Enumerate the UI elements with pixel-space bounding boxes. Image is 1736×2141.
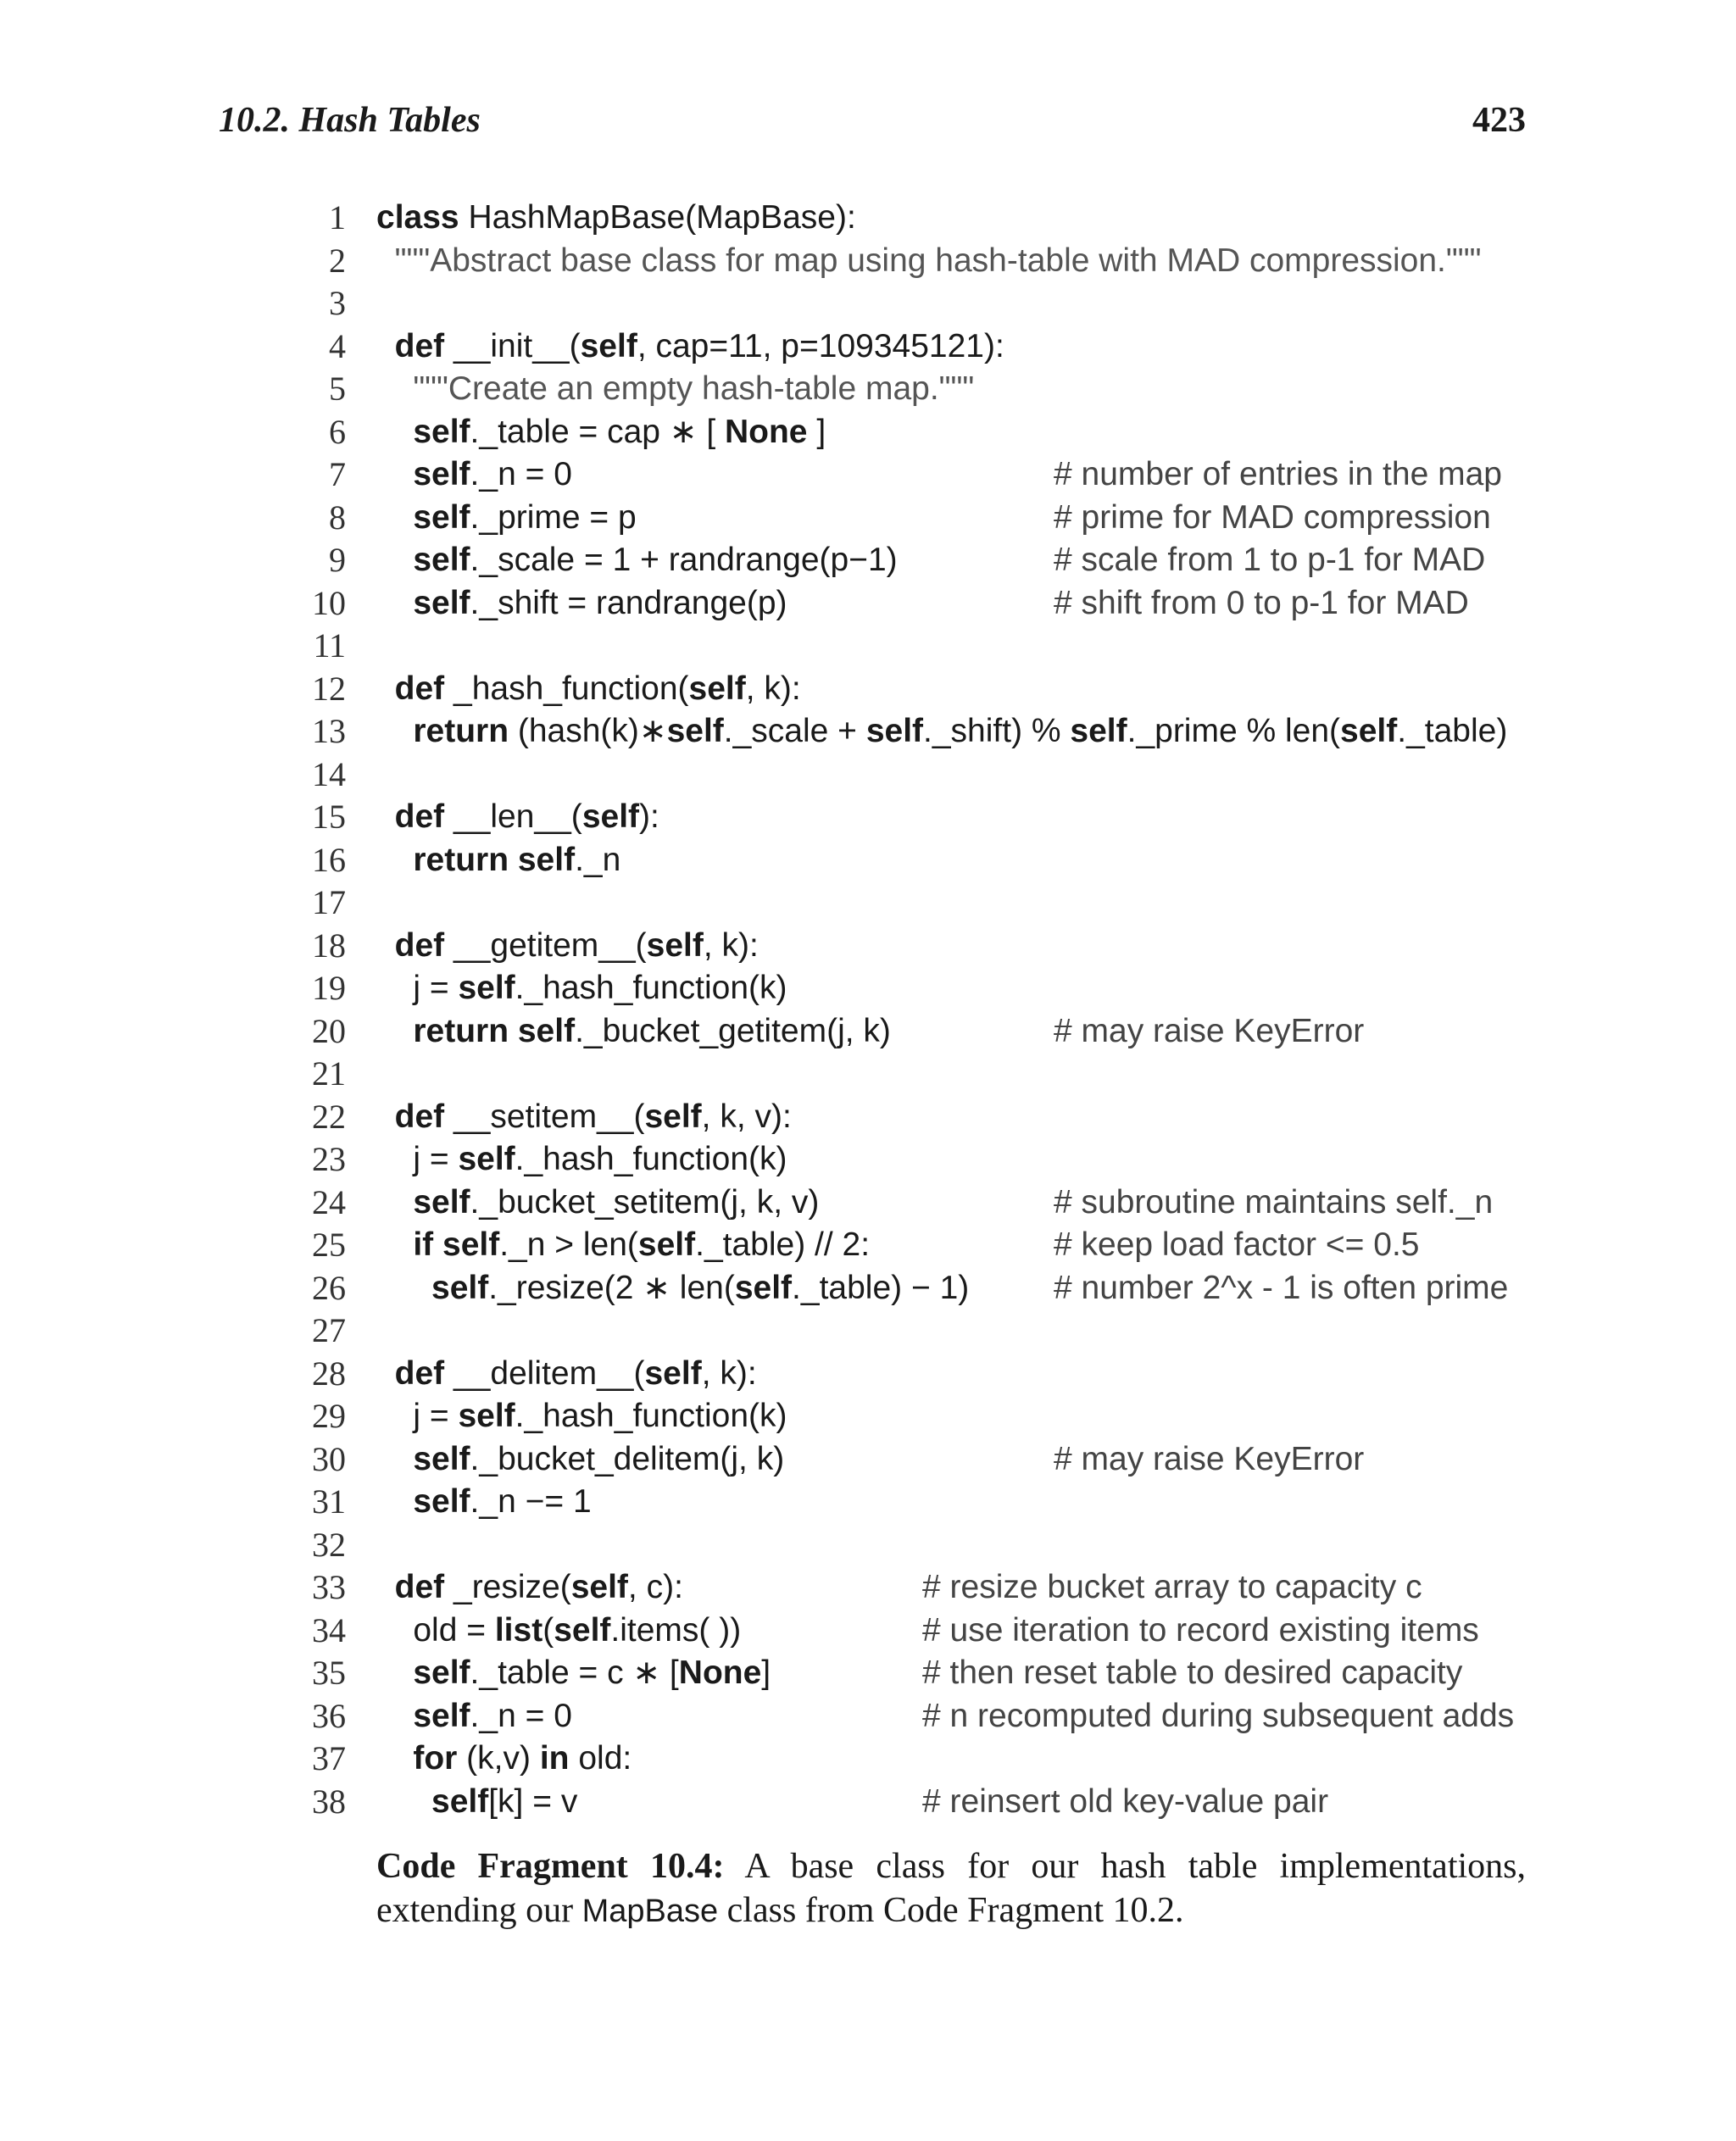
code-comment: # may raise KeyError bbox=[1054, 1012, 1365, 1049]
code-text bbox=[376, 1738, 632, 1781]
code-token: , cap=11, p=109345121): bbox=[637, 327, 1004, 364]
line-number: 31 bbox=[312, 1482, 346, 1521]
code-line bbox=[0, 1695, 1736, 1738]
code-token bbox=[376, 456, 413, 492]
code-comment: # then reset table to desired capacity bbox=[922, 1654, 1463, 1691]
code-line bbox=[0, 282, 1736, 325]
code-token: __len__( bbox=[444, 798, 582, 835]
line-number: 8 bbox=[329, 498, 346, 537]
code-token: j = bbox=[376, 970, 459, 1006]
keyword: self bbox=[458, 970, 515, 1006]
line-number: 38 bbox=[312, 1782, 346, 1821]
code-line bbox=[0, 1182, 1736, 1225]
code-text bbox=[376, 668, 801, 711]
code-caption bbox=[376, 1844, 1526, 1933]
code-token: .items( )) bbox=[610, 1611, 742, 1649]
code-comment: # number of entries in the map bbox=[1054, 456, 1502, 492]
code-text bbox=[376, 1481, 592, 1524]
keyword: self bbox=[431, 1782, 489, 1820]
keyword: self bbox=[1340, 713, 1398, 749]
code-line bbox=[0, 1738, 1736, 1781]
code-token: ._table = cap ∗ [ bbox=[470, 413, 725, 450]
code-token bbox=[376, 1698, 413, 1734]
keyword: self bbox=[413, 498, 470, 536]
code-text bbox=[376, 1438, 784, 1482]
line-number: 21 bbox=[312, 1054, 346, 1093]
code-token bbox=[376, 1355, 395, 1392]
keyword: self bbox=[413, 1483, 470, 1520]
code-token: ._n > len( bbox=[499, 1226, 638, 1263]
line-number: 20 bbox=[312, 1011, 346, 1050]
code-text bbox=[376, 368, 974, 411]
code-token: ._bucket_delitem(j, k) bbox=[470, 1440, 785, 1477]
keyword: self bbox=[458, 1398, 515, 1434]
code-token: ( bbox=[542, 1611, 554, 1649]
code-text bbox=[376, 967, 787, 1010]
code-token: __setitem__( bbox=[444, 1098, 645, 1135]
line-number: 22 bbox=[312, 1097, 346, 1136]
code-token: ._table) // 2: bbox=[695, 1226, 871, 1263]
keyword: return self bbox=[413, 1012, 576, 1049]
code-text bbox=[376, 1182, 819, 1225]
section-title: 10.2. Hash Tables bbox=[219, 101, 481, 140]
code-token: j = bbox=[376, 1398, 459, 1434]
code-token: (k,v) bbox=[457, 1740, 540, 1777]
code-token bbox=[376, 1740, 413, 1777]
code-token bbox=[376, 499, 413, 536]
code-token: ._bucket_getitem(j, k) bbox=[575, 1012, 891, 1049]
line-number: 6 bbox=[329, 412, 346, 451]
code-comment: # use iteration to record existing items bbox=[922, 1611, 1479, 1649]
keyword: in bbox=[539, 1740, 570, 1777]
line-number: 34 bbox=[312, 1610, 346, 1649]
keyword: self bbox=[581, 798, 640, 835]
code-line bbox=[0, 1138, 1736, 1182]
keyword: self bbox=[570, 1569, 628, 1605]
keyword: self bbox=[413, 584, 470, 621]
keyword: def bbox=[394, 327, 445, 364]
keyword: self bbox=[458, 1141, 515, 1177]
line-number: 35 bbox=[312, 1654, 346, 1692]
keyword: self bbox=[1070, 713, 1127, 749]
code-line bbox=[0, 453, 1736, 497]
code-token: j = bbox=[376, 1141, 459, 1177]
code-line bbox=[0, 1267, 1736, 1310]
code-comment: # n recomputed during subsequent adds bbox=[922, 1697, 1515, 1734]
code-token: old: bbox=[569, 1740, 632, 1777]
code-comment: # shift from 0 to p-1 for MAD bbox=[1054, 584, 1469, 621]
code-line bbox=[0, 240, 1736, 283]
line-number: 15 bbox=[312, 798, 346, 836]
keyword: None bbox=[678, 1654, 762, 1691]
code-token bbox=[376, 1483, 413, 1520]
keyword: self bbox=[644, 1354, 702, 1392]
code-token bbox=[376, 1226, 413, 1263]
code-token: _resize( bbox=[444, 1569, 571, 1605]
code-token bbox=[376, 585, 413, 621]
line-number: 11 bbox=[313, 626, 346, 665]
code-token: , k): bbox=[703, 926, 759, 964]
code-token: ._hash_function(k) bbox=[515, 1398, 787, 1434]
code-token bbox=[376, 1783, 431, 1820]
code-token: ._table = c ∗ [ bbox=[470, 1654, 679, 1691]
code-text bbox=[376, 240, 1481, 283]
line-number: 9 bbox=[329, 541, 346, 579]
code-text bbox=[376, 197, 856, 240]
code-comment: # reinsert old key-value pair bbox=[922, 1782, 1329, 1820]
code-text bbox=[376, 1695, 572, 1738]
code-token: , k, v): bbox=[701, 1098, 792, 1135]
keyword: self bbox=[644, 1098, 702, 1135]
line-number: 36 bbox=[312, 1696, 346, 1735]
code-token: ._bucket_setitem(j, k, v) bbox=[470, 1183, 820, 1221]
docstring: """Create an empty hash-table map.""" bbox=[376, 370, 975, 407]
code-token bbox=[376, 842, 413, 878]
caption-class-name: MapBase bbox=[581, 1894, 719, 1929]
code-line bbox=[0, 925, 1736, 968]
code-line bbox=[0, 710, 1736, 754]
code-token: , c): bbox=[627, 1569, 683, 1605]
code-text bbox=[376, 796, 659, 839]
line-number: 25 bbox=[312, 1226, 346, 1264]
code-text bbox=[376, 1610, 741, 1653]
code-text bbox=[376, 1138, 787, 1182]
code-line bbox=[0, 1781, 1736, 1824]
code-text bbox=[376, 1096, 792, 1139]
line-number: 26 bbox=[312, 1268, 346, 1307]
code-line bbox=[0, 1566, 1736, 1610]
caption-text-end: class from Code Fragment 10.2. bbox=[718, 1891, 1184, 1930]
keyword: def bbox=[394, 798, 445, 835]
code-token: ._table) bbox=[1397, 713, 1508, 749]
keyword: self bbox=[554, 1611, 611, 1649]
code-text bbox=[376, 582, 787, 626]
code-text bbox=[376, 1652, 771, 1695]
keyword: self bbox=[413, 456, 470, 492]
code-token: [k] = v bbox=[488, 1782, 578, 1820]
code-line bbox=[0, 881, 1736, 925]
code-token: _hash_function( bbox=[444, 670, 689, 707]
keyword: self bbox=[413, 1654, 470, 1691]
code-text bbox=[376, 411, 826, 454]
line-number: 32 bbox=[312, 1525, 346, 1564]
code-text bbox=[376, 1395, 787, 1438]
code-line bbox=[0, 1524, 1736, 1567]
code-line bbox=[0, 967, 1736, 1010]
code-comment: # resize bucket array to capacity c bbox=[922, 1569, 1422, 1605]
code-text bbox=[376, 539, 898, 582]
keyword: def bbox=[394, 670, 445, 707]
code-line bbox=[0, 1310, 1736, 1353]
line-number: 4 bbox=[329, 326, 346, 365]
code-token: ._shift) % bbox=[923, 713, 1071, 749]
line-number: 30 bbox=[312, 1439, 346, 1478]
code-line bbox=[0, 1353, 1736, 1396]
keyword: class bbox=[376, 199, 459, 236]
code-comment: # scale from 1 to p-1 for MAD bbox=[1054, 542, 1486, 578]
code-line bbox=[0, 539, 1736, 582]
code-line bbox=[0, 625, 1736, 668]
keyword: self bbox=[413, 1697, 470, 1734]
keyword: self bbox=[431, 1269, 489, 1306]
line-number: 28 bbox=[312, 1354, 346, 1393]
code-line bbox=[0, 1652, 1736, 1695]
line-number: 10 bbox=[312, 583, 346, 622]
code-comment: # may raise KeyError bbox=[1054, 1440, 1365, 1477]
code-token bbox=[376, 1184, 413, 1221]
keyword: return bbox=[413, 713, 509, 749]
code-token: , k): bbox=[701, 1354, 757, 1392]
code-text bbox=[376, 839, 620, 882]
code-line bbox=[0, 1481, 1736, 1524]
code-token: ._n −= 1 bbox=[470, 1483, 592, 1520]
code-line bbox=[0, 754, 1736, 797]
code-token bbox=[376, 542, 413, 578]
code-line bbox=[0, 1610, 1736, 1653]
code-line bbox=[0, 411, 1736, 454]
code-token: __getitem__( bbox=[444, 926, 647, 964]
code-line bbox=[0, 1053, 1736, 1096]
code-token: (hash(k)∗ bbox=[509, 713, 667, 749]
code-token: ._prime = p bbox=[470, 498, 637, 536]
code-line bbox=[0, 1395, 1736, 1438]
code-token: __delitem__( bbox=[444, 1354, 645, 1392]
code-text bbox=[376, 1566, 683, 1610]
keyword: self bbox=[413, 1183, 470, 1221]
code-line bbox=[0, 1096, 1736, 1139]
caption-label: Code Fragment 10.4: bbox=[376, 1847, 725, 1886]
keyword: self bbox=[413, 1440, 470, 1477]
code-line bbox=[0, 497, 1736, 540]
code-text bbox=[376, 1353, 757, 1396]
code-text bbox=[376, 497, 637, 540]
keyword: self bbox=[666, 713, 724, 749]
docstring: """Abstract base class for map using hash-table with MAD compression.""" bbox=[376, 242, 1482, 279]
code-token bbox=[376, 1013, 413, 1049]
keyword: return self bbox=[413, 841, 576, 878]
line-number: 33 bbox=[312, 1568, 346, 1606]
keyword: self bbox=[646, 926, 704, 964]
line-number: 29 bbox=[312, 1397, 346, 1435]
code-text bbox=[376, 1781, 577, 1824]
code-line bbox=[0, 839, 1736, 882]
code-token: HashMapBase(MapBase): bbox=[459, 199, 856, 236]
code-token: ] bbox=[761, 1654, 771, 1691]
code-token bbox=[376, 1098, 395, 1135]
line-number: 16 bbox=[312, 840, 346, 879]
code-token bbox=[376, 1569, 395, 1605]
code-token: ._table) − 1) bbox=[792, 1269, 970, 1306]
code-token bbox=[376, 1654, 413, 1691]
code-comment: # number 2^x - 1 is often prime bbox=[1054, 1269, 1509, 1306]
code-token: ): bbox=[639, 798, 659, 835]
code-line bbox=[0, 796, 1736, 839]
code-token bbox=[376, 713, 413, 749]
keyword: self bbox=[865, 713, 924, 749]
code-token: __init__( bbox=[444, 327, 581, 364]
code-token: ._n = 0 bbox=[470, 1697, 572, 1734]
code-token: old = bbox=[376, 1611, 495, 1649]
page-header bbox=[219, 100, 1526, 151]
code-token: ._scale + bbox=[723, 713, 866, 749]
code-token bbox=[376, 927, 395, 964]
keyword: None bbox=[725, 413, 808, 450]
keyword: list bbox=[494, 1611, 543, 1649]
code-token bbox=[376, 328, 395, 364]
code-text bbox=[376, 1010, 891, 1054]
line-number: 1 bbox=[329, 198, 346, 236]
line-number: 12 bbox=[312, 669, 346, 708]
code-token bbox=[376, 414, 413, 450]
code-line bbox=[0, 582, 1736, 626]
line-number: 14 bbox=[312, 754, 346, 793]
keyword: for bbox=[413, 1740, 458, 1777]
code-token: ._n = 0 bbox=[470, 456, 572, 492]
code-line bbox=[0, 1010, 1736, 1054]
line-number: 7 bbox=[329, 455, 346, 493]
code-token: ._scale = 1 + randrange(p−1) bbox=[470, 542, 898, 578]
page-number: 423 bbox=[1472, 101, 1526, 140]
line-number: 27 bbox=[312, 1311, 346, 1349]
line-number: 3 bbox=[329, 284, 346, 322]
code-token: ._hash_function(k) bbox=[515, 1141, 787, 1177]
keyword: def bbox=[394, 1354, 445, 1392]
keyword: self bbox=[413, 542, 470, 578]
code-text bbox=[376, 1224, 870, 1267]
code-text bbox=[376, 925, 759, 968]
keyword: if self bbox=[413, 1226, 500, 1263]
line-number: 17 bbox=[312, 883, 346, 921]
code-comment: # subroutine maintains self._n bbox=[1054, 1183, 1494, 1221]
code-token bbox=[376, 798, 395, 835]
keyword: def bbox=[394, 926, 445, 964]
code-token bbox=[376, 1441, 413, 1477]
keyword: self bbox=[580, 327, 637, 364]
code-token: ._hash_function(k) bbox=[515, 970, 787, 1006]
line-number: 18 bbox=[312, 926, 346, 965]
code-line bbox=[0, 668, 1736, 711]
keyword: def bbox=[394, 1569, 445, 1605]
caption-text: A base class for our hash table implementations, extending our bbox=[376, 1847, 1527, 1930]
code-text bbox=[376, 710, 1507, 754]
keyword: self bbox=[637, 1226, 696, 1263]
code-line bbox=[0, 325, 1736, 369]
keyword: self bbox=[413, 413, 470, 450]
code-token: ._n bbox=[575, 841, 621, 878]
code-text bbox=[376, 453, 572, 497]
line-number: 23 bbox=[312, 1140, 346, 1178]
code-token: , k): bbox=[745, 670, 801, 707]
code-comment: # prime for MAD compression bbox=[1054, 498, 1491, 536]
code-token: ._prime % len( bbox=[1127, 713, 1341, 749]
code-comment: # keep load factor <= 0.5 bbox=[1054, 1226, 1420, 1263]
line-number: 5 bbox=[329, 370, 346, 408]
line-number: 19 bbox=[312, 969, 346, 1007]
line-number: 37 bbox=[312, 1739, 346, 1777]
line-number: 24 bbox=[312, 1182, 346, 1221]
line-number: 13 bbox=[312, 712, 346, 750]
code-line bbox=[0, 368, 1736, 411]
code-line bbox=[0, 1438, 1736, 1482]
code-listing bbox=[0, 197, 1736, 1823]
code-line bbox=[0, 1224, 1736, 1267]
keyword: self bbox=[734, 1269, 793, 1306]
code-token: ._shift = randrange(p) bbox=[470, 584, 787, 621]
line-number: 2 bbox=[329, 241, 346, 280]
code-text bbox=[376, 325, 1004, 369]
keyword: self bbox=[688, 670, 746, 707]
code-token bbox=[376, 670, 395, 707]
code-text bbox=[376, 1267, 969, 1310]
code-token: ] bbox=[807, 413, 826, 450]
code-token bbox=[376, 1270, 431, 1306]
code-token: ._resize(2 ∗ len( bbox=[488, 1269, 735, 1306]
keyword: def bbox=[394, 1098, 445, 1135]
code-line bbox=[0, 197, 1736, 240]
